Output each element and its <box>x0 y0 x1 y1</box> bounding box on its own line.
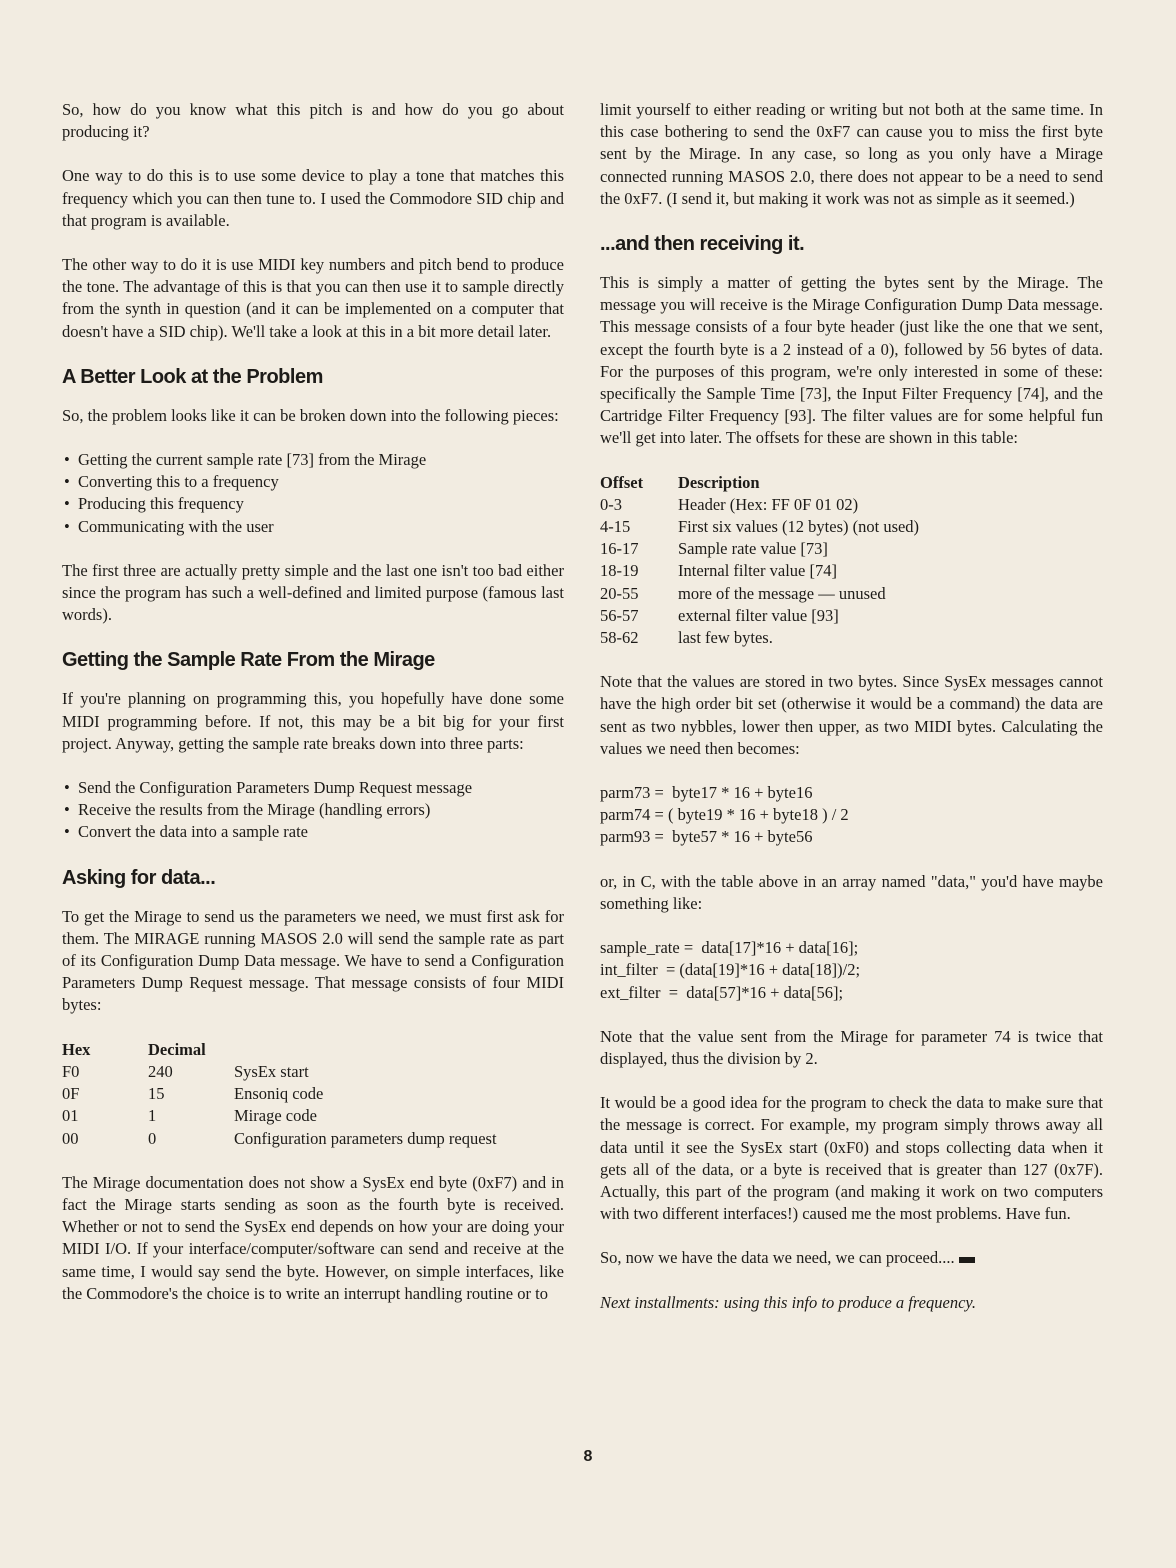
table-row <box>62 1083 497 1105</box>
right-column <box>600 99 1103 1336</box>
table-cell: 1 <box>148 1106 157 1126</box>
paragraph: One way to do this is to use some device to play a tone that matches this frequency which you can then tune to. I used the Commodore SID chip and that program is available. <box>62 166 564 230</box>
table-row <box>600 605 919 627</box>
table-row <box>600 538 919 560</box>
list-item: • Getting the current sample rate [73] from the Mirage <box>62 449 564 471</box>
table-cell: Ensoniq code <box>234 1084 324 1104</box>
table-cell: 00 <box>62 1128 79 1148</box>
list-item: • Convert the data into a sample rate <box>62 821 564 843</box>
next-installment-note: Next installments: using this info to produce a frequency. <box>600 1292 976 1312</box>
table-cell: Header (Hex: FF 0F 01 02) <box>678 494 859 514</box>
paragraph: The first three are actually pretty simple and the last one isn't too bad either since the program has such a well-defined and limited purpose (famous last words). <box>62 560 564 625</box>
column-header: Offset <box>600 472 644 492</box>
code-line: sample_rate = data[17]*16 + data[16]; <box>600 938 859 958</box>
left-column <box>62 99 564 1327</box>
paragraph: Note that the value sent from the Mirage for parameter 74 is twice that displayed, thus the division by 2. <box>600 1026 1103 1068</box>
paragraph: Note that the values are stored in two bytes. Since SysEx messages cannot have the high order bit set (otherwise it would be a command) the data are sent as two nybbles, lower then upper, as two MIDI bytes. Calculating the values we need then becomes: <box>600 672 1103 758</box>
closing-text: So, now we have the data we need, we can proceed.... <box>600 1248 955 1268</box>
table-cell: last few bytes. <box>678 628 773 648</box>
section-heading: Getting the Sample Rate From the Mirage <box>62 649 435 672</box>
paragraph: So, how do you know what this pitch is and how do you go about producing it? <box>62 100 564 142</box>
code-line: int_filter = (data[19]*16 + data[18])/2; <box>600 960 861 980</box>
table-header-row <box>62 1039 497 1061</box>
paragraph: It would be a good idea for the program to check the data to make sure that the message is correct. For example, my program simply throws away all data until it see the SysEx start (0xF0) and stops collecting data when it gets all of the data, or a byte is received that is greater than 127 (0x7F). Actually, this part of the program (and making it work on two computers with two different interfaces!) caused me the most problems. Have fun. <box>600 1093 1103 1224</box>
table-cell: 15 <box>148 1084 165 1104</box>
paragraph: The other way to do it is use MIDI key numbers and pitch bend to produce the tone. The advantage of this is that you can then use it to sample directly from the synth in question (and it can be implemented on a computer that doesn't have a SID chip). We'll take a look at this in a bit more detail later. <box>62 255 564 341</box>
midi-bytes-table <box>62 1039 497 1150</box>
bullet-list <box>62 777 564 844</box>
table-cell: external filter value [93] <box>678 605 839 625</box>
table-row <box>600 583 919 605</box>
section-heading: ...and then receiving it. <box>600 233 805 256</box>
table-cell: 20-55 <box>600 583 639 603</box>
section-heading: A Better Look at the Problem <box>62 365 323 388</box>
table-cell: First six values (12 bytes) (not used) <box>678 517 920 537</box>
column-header: Description <box>678 472 760 492</box>
code-block <box>600 937 1103 1004</box>
paragraph-closing <box>600 1247 1103 1269</box>
table-cell: 0F <box>62 1084 80 1104</box>
table-row <box>600 627 919 649</box>
list-item: • Send the Configuration Parameters Dump Request message <box>62 777 564 799</box>
formula-line: parm93 = byte57 * 16 + byte56 <box>600 827 813 847</box>
table-row <box>600 560 919 582</box>
table-cell: 56-57 <box>600 605 639 625</box>
column-header: Decimal <box>148 1039 206 1059</box>
table-cell: 58-62 <box>600 628 639 648</box>
table-cell: 18-19 <box>600 561 639 581</box>
table-cell: 16-17 <box>600 539 639 559</box>
paragraph: limit yourself to either reading or writing but not both at the same time. In this case bothering to send the 0xF7 can cause you to miss the first byte sent by the Mirage. In any case, so long as you only have a Mirage connected running MASOS 2.0, there does not appear to be a need to send the 0xF7. (I send it, but making it work was not as simple as it seemed.) <box>600 100 1103 208</box>
column-header <box>234 1039 497 1061</box>
table-cell: 240 <box>148 1061 173 1081</box>
table-row <box>62 1061 497 1083</box>
table-row <box>62 1128 497 1150</box>
paragraph: This is simply a matter of getting the bytes sent by the Mirage. The message you will receive is the Mirage Configuration Dump Data message. This message consists of a four byte header (just like the one that we sent, except the fourth byte is a 2 instead of a 0), followed by 56 bytes of data. For the purposes of this program, we're only interested in some of these: specifically the Sample Time [73], the Input Filter Frequency [74], and the Cartridge Filter Frequency [93]. The filter values are for some helpful fun we'll get into later. The offsets for these are shown in this table: <box>600 273 1103 448</box>
end-mark-icon <box>959 1257 975 1263</box>
table-cell: 4-15 <box>600 517 631 537</box>
list-item: • Producing this frequency <box>62 493 564 515</box>
list-item: • Receive the results from the Mirage (handling errors) <box>62 799 564 821</box>
section-heading: Asking for data... <box>62 866 216 889</box>
table-cell: Sample rate value [73] <box>678 539 828 559</box>
table-cell: Mirage code <box>234 1106 317 1126</box>
formula-line: parm74 = ( byte19 * 16 + byte18 ) / 2 <box>600 805 849 825</box>
paragraph: To get the Mirage to send us the parameters we need, we must first ask for them. The MIRAGE running MASOS 2.0 will send the sample rate as part of its Configuration Dump Data message. We have to send a Configuration Parameters Dump Request message. That message consists of four MIDI bytes: <box>62 906 564 1015</box>
formula-block <box>600 782 1103 849</box>
table-cell: F0 <box>62 1061 80 1081</box>
table-row <box>62 1105 497 1127</box>
table-row <box>600 516 919 538</box>
list-item: • Converting this to a frequency <box>62 471 564 493</box>
table-cell: 01 <box>62 1106 79 1126</box>
paragraph: The Mirage documentation does not show a SysEx end byte (0xF7) and in fact the Mirage starts sending as soon as the fourth byte is received. Whether or not to send the SysEx end depends on how your are doing your MIDI I/O. If your interface/computer/software can send and receive at the same time, I would say send the byte. However, on simple interfaces, like the Commodore's the choice is to write an interrupt handling routine or to <box>62 1172 564 1303</box>
list-item: • Communicating with the user <box>62 516 564 538</box>
table-cell: 0-3 <box>600 494 622 514</box>
table-cell: Configuration parameters dump request <box>234 1128 497 1148</box>
table-cell: 0 <box>148 1128 157 1148</box>
table-cell: SysEx start <box>234 1061 309 1081</box>
paragraph: If you're planning on programming this, you hopefully have done some MIDI programming before. If not, this may be a bit big for your first project. Anyway, getting the sample rate breaks down into three parts: <box>62 689 564 753</box>
paragraph: or, in C, with the table above in an array named "data," you'd have maybe something like: <box>600 871 1103 913</box>
formula-line: parm73 = byte17 * 16 + byte16 <box>600 783 813 803</box>
code-line: ext_filter = data[57]*16 + data[56]; <box>600 982 844 1002</box>
table-cell: more of the message — unused <box>678 583 886 603</box>
column-header: Hex <box>62 1039 91 1059</box>
table-header-row <box>600 472 919 494</box>
page-number: 8 <box>583 1448 593 1465</box>
offset-table <box>600 472 919 650</box>
paragraph: So, the problem looks like it can be broken down into the following pieces: <box>62 405 559 425</box>
table-row <box>600 494 919 516</box>
bullet-list <box>62 449 564 538</box>
table-cell: Internal filter value [74] <box>678 561 837 581</box>
